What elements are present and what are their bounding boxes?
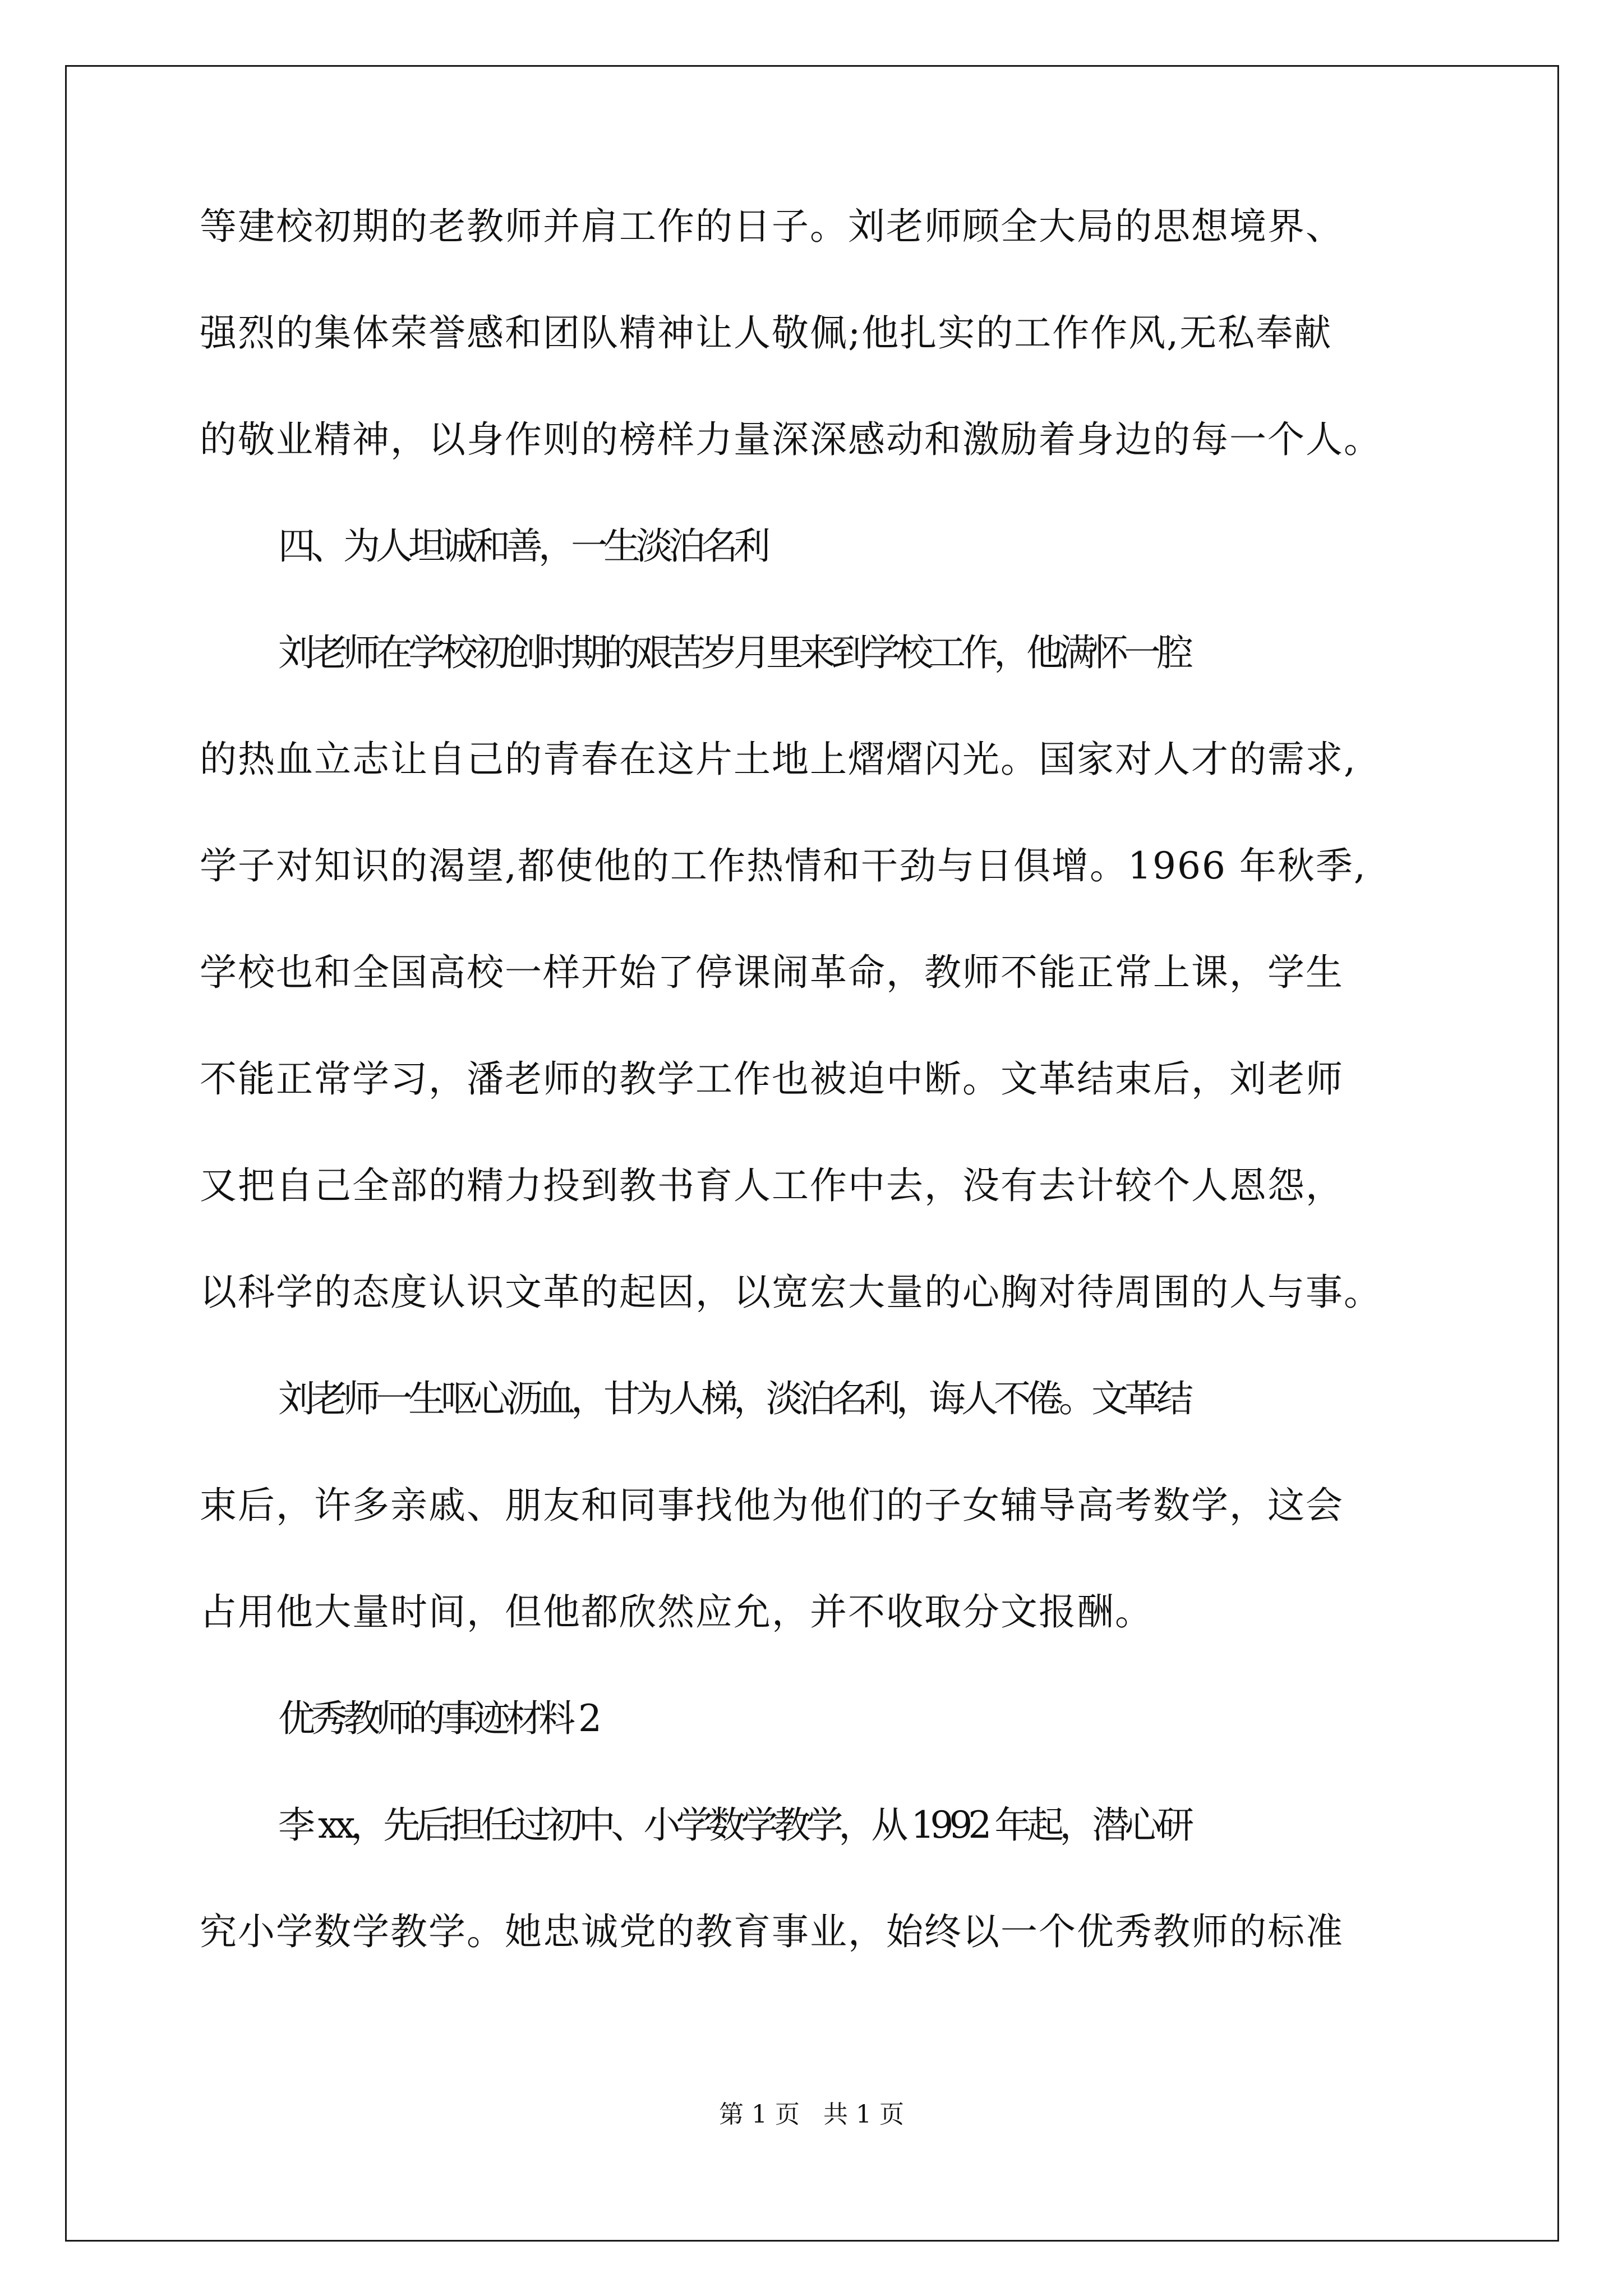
paragraph-start: 刘老师在学校初创时期的艰苦岁月里来到学校工作，他满怀一腔 <box>278 631 1189 674</box>
text-line: 的热血立志让自己的青春在这片土地上熠熠闪光。国家对人才的需求, <box>200 738 1357 781</box>
section-heading: 优秀教师的事迹材料 2 <box>278 1697 597 1740</box>
text-line: 以科学的态度认识文革的起因，以宽宏大量的心胸对待周围的人与事。 <box>200 1271 1382 1314</box>
paragraph-start: 刘老师一生呕心沥血，甘为人梯，淡泊名利，诲人不倦。文革结 <box>278 1377 1189 1420</box>
text-line: 学子对知识的渴望,都使他的工作热情和干劲与日俱增。1966 年秋季, <box>200 844 1367 887</box>
text-line: 等建校初期的老教师并肩工作的日子。刘老师顾全大局的思想境界、 <box>200 205 1344 248</box>
text-line: 强烈的集体荣誉感和团队精神让人敬佩;他扎实的工作作风,无私奉献 <box>200 311 1332 355</box>
page-footer: 第 1 页 共 1 页 <box>719 2100 904 2129</box>
text-line: 又把自己全部的精力投到教书育人工作中去，没有去计较个人恩怨， <box>200 1164 1344 1207</box>
section-heading: 四、为人坦诚和善，一生淡泊名利 <box>278 524 766 568</box>
text-line: 究小学数学教学。她忠诚党的教育事业，始终以一个优秀教师的标准 <box>200 1910 1344 1953</box>
paragraph-start: 李 xx，先后担任过初中、小学数学教学，从 1992 年起，潜心研 <box>278 1803 1190 1847</box>
text-line: 学校也和全国高校一样开始了停课闹革命，教师不能正常上课，学生 <box>200 951 1344 994</box>
text-line: 占用他大量时间，但他都欣然应允，并不收取分文报酬。 <box>200 1590 1153 1634</box>
text-line: 束后，许多亲戚、朋友和同事找他为他们的子女辅导高考数学，这会 <box>200 1484 1344 1527</box>
text-line: 的敬业精神，以身作则的榜样力量深深感动和激励着身边的每一个人。 <box>200 418 1382 461</box>
text-line: 不能正常学习，潘老师的教学工作也被迫中断。文革结束后，刘老师 <box>200 1057 1344 1101</box>
